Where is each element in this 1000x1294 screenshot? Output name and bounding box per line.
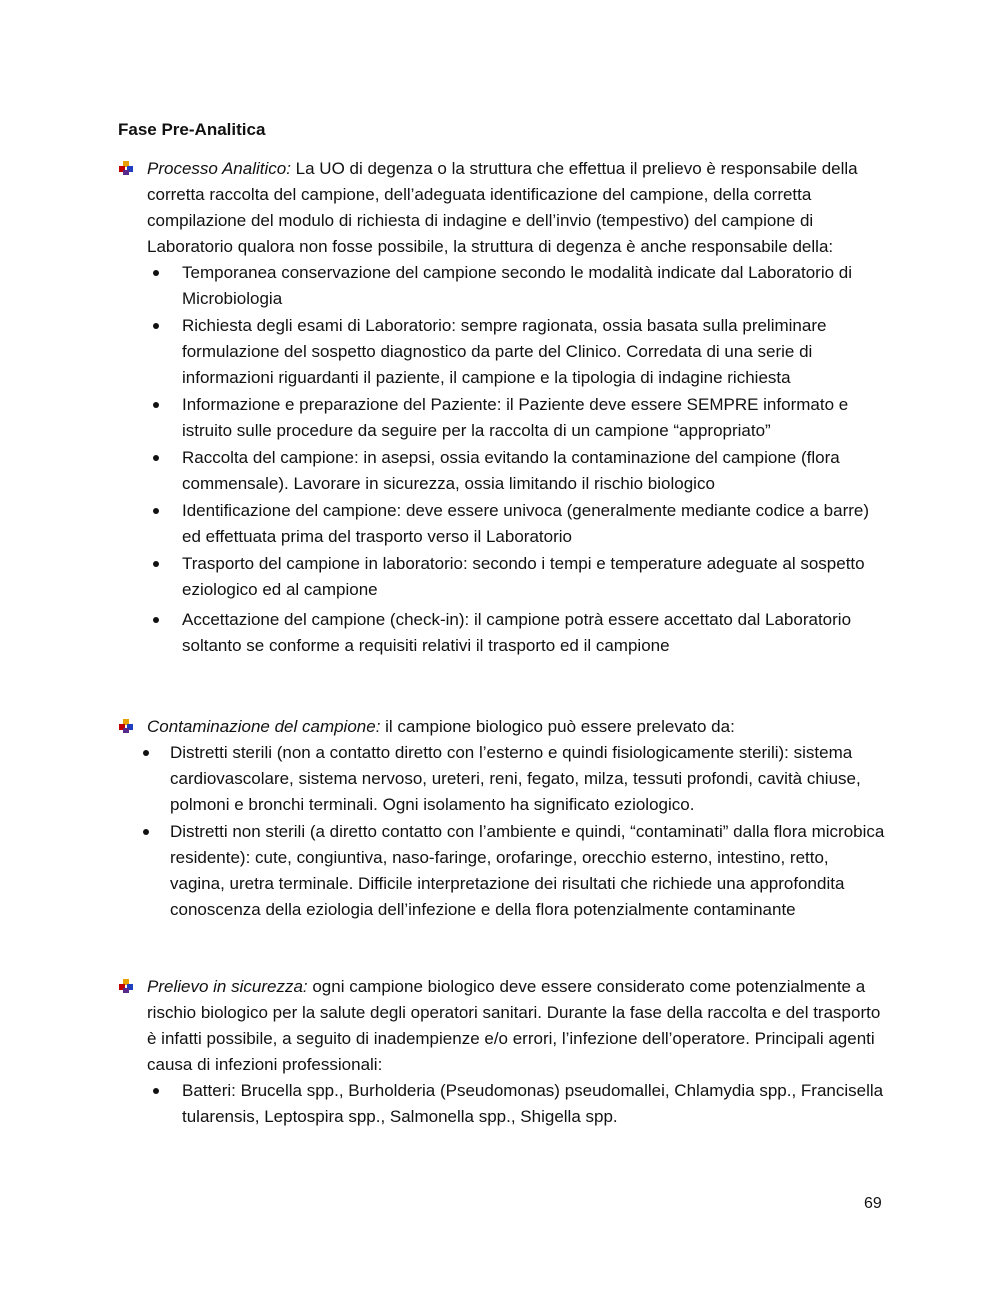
section-text: ogni campione biologico deve essere considerato come potenzialmente a rischio biologico per la salute degli operatori sanitari. Durante la fase della raccolta e del trasporto è infatti possibile, a seguito di inadempienze e/o errori, l’infezione dell’operatore. Principali agenti causa di infezioni professionali:	[147, 977, 881, 1074]
list-item	[118, 819, 888, 923]
section-processo-analitico	[118, 156, 888, 660]
list-item	[118, 551, 888, 603]
section-paragraph	[118, 714, 888, 740]
bullet-list	[118, 1078, 888, 1130]
list-item-text: Richiesta degli esami di Laboratorio: sempre ragionata, ossia basata sulla preliminare formulazione del sospetto diagnostico da parte del Clinico. Corredata di una serie di informazioni riguardanti il paziente, il campione e la tipologia di indagine richiesta	[182, 316, 827, 387]
list-item	[118, 740, 888, 818]
list-item-text: Batteri: Brucella spp., Burholderia (Pseudomonas) pseudomallei, Chlamydia spp., Francisella tularensis, Leptospira spp., Salmonella spp., Shigella spp.	[182, 1081, 884, 1126]
section-lead: Processo Analitico:	[147, 159, 291, 178]
list-item-text: Identificazione del campione: deve essere univoca (generalmente mediante codice a barre) ed effettuata prima del trasporto verso il Laboratorio	[182, 501, 870, 546]
list-item-text: Informazione e preparazione del Paziente: il Paziente deve essere SEMPRE informato e istruito sulle procedure da seguire per la raccolta di un campione “appropriato”	[182, 395, 849, 440]
list-item-text: Distretti sterili (non a contatto diretto con l’esterno e quindi fisiologicamente sterili): sistema cardiovascolare, sistema nervoso, ureteri, reni, fegato, milza, tessuti profondi, cavità chiuse, polmoni e bronchi terminali. Ogni isolamento ha significato eziologico.	[170, 743, 861, 814]
section-marker-icon	[118, 160, 134, 176]
bullet-dot-icon	[143, 829, 149, 835]
bullet-dot-icon	[153, 323, 159, 329]
bullet-dot-icon	[153, 455, 159, 461]
page-number: 69	[864, 1195, 882, 1212]
bullet-list	[118, 740, 888, 923]
bullet-dot-icon	[153, 402, 159, 408]
section-heading: Fase Pre-Analitica	[118, 120, 266, 139]
list-item-text: Raccolta del campione: in asepsi, ossia evitando la contaminazione del campione (flora commensale). Lavorare in sicurezza, ossia limitando il rischio biologico	[182, 448, 840, 493]
section-lead: Contaminazione del campione:	[147, 717, 381, 736]
list-item	[118, 445, 888, 497]
bullet-dot-icon	[153, 617, 159, 623]
bullet-list	[118, 260, 888, 659]
list-item-text: Accettazione del campione (check-in): il campione potrà essere accettato dal Laboratorio soltanto se conforme a requisiti relativi il trasporto ed il campione	[182, 610, 852, 655]
list-item	[118, 607, 888, 659]
bullet-dot-icon	[153, 270, 159, 276]
section-marker-icon	[118, 978, 134, 994]
section-text: La UO di degenza o la struttura che effettua il prelievo è responsabile della corretta raccolta del campione, dell’adeguata identificazione del campione, della corretta compilazione del modulo di richiesta di indagine e dell’invio (tempestivo) del campione di Laboratorio qualora non fosse possibile, la struttura di degenza è anche responsabile della:	[147, 159, 858, 256]
bullet-dot-icon	[153, 561, 159, 567]
section-contaminazione	[118, 714, 888, 924]
list-item	[118, 313, 888, 391]
list-item	[118, 498, 888, 550]
section-paragraph	[118, 156, 888, 260]
section-paragraph	[118, 974, 888, 1078]
bullet-dot-icon	[143, 750, 149, 756]
list-item	[118, 1078, 888, 1130]
section-text: il campione biologico può essere prelevato da:	[380, 717, 735, 736]
list-item	[118, 392, 888, 444]
list-item-text: Temporanea conservazione del campione secondo le modalità indicate dal Laboratorio di Microbiologia	[182, 263, 853, 308]
bullet-dot-icon	[153, 1088, 159, 1094]
section-marker-icon	[118, 718, 134, 734]
section-lead: Prelievo in sicurezza:	[147, 977, 308, 996]
section-prelievo-sicurezza	[118, 974, 888, 1131]
bullet-dot-icon	[153, 508, 159, 514]
list-item	[118, 260, 888, 312]
list-item-text: Trasporto del campione in laboratorio: secondo i tempi e temperature adeguate al sospetto eziologico ed al campione	[182, 554, 865, 599]
list-item-text: Distretti non sterili (a diretto contatto con l’ambiente e quindi, “contaminati” dalla flora microbica residente): cute, congiuntiva, naso-faringe, orofaringe, orecchio esterno, intestino, retto, vagina, uretra terminale. Difficile interpretazione dei risultati che richiede una approfondita conoscenza della eziologia dell’infezione e della flora potenzialmente contaminante	[170, 822, 885, 919]
